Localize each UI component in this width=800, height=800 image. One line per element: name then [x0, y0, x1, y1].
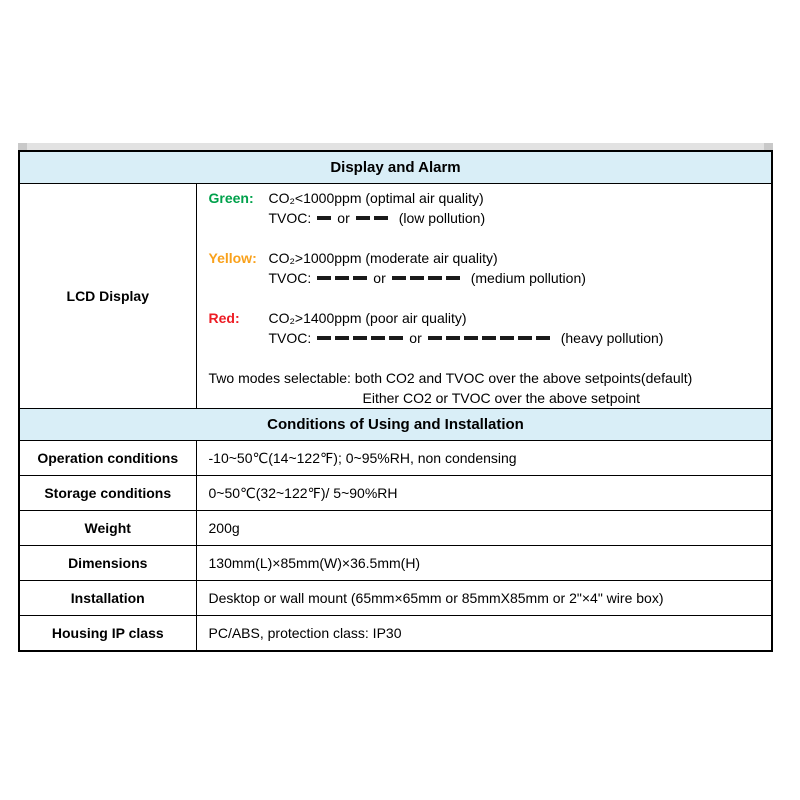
modes-line-1: Two modes selectable: both CO2 and TVOC over the above setpoints(default) [208, 370, 693, 386]
section-header-display-and-alarm: Display and Alarm [19, 151, 772, 184]
section-header-row [19, 409, 772, 441]
red-level-label: Red: [208, 310, 240, 326]
yellow-level-label: Yellow: [208, 250, 257, 266]
spec-row-value: Desktop or wall mount (65mm×65mm or 85mmX85mm or 2"×4" wire box) [196, 581, 772, 616]
spec-row-label: Housing IP class [19, 616, 196, 651]
spec-table [18, 150, 773, 652]
spec-row-installation [19, 581, 772, 616]
lcd-display-content [196, 184, 772, 409]
or-text: or [373, 270, 386, 286]
table-handle-left [18, 143, 27, 150]
tvoc-bars-low [317, 336, 403, 340]
spec-row-value: 200g [196, 511, 772, 546]
spec-row-label: Dimensions [19, 546, 196, 581]
tvoc-bars-low [317, 276, 367, 280]
section-header-row [19, 151, 772, 184]
spec-row-value: -10~50℃(14~122℉); 0~95%RH, non condensing [196, 441, 772, 476]
pollution-note: (low pollution) [398, 210, 486, 226]
green-co2-spec: CO₂<1000ppm (optimal air quality) [268, 190, 484, 206]
spec-row-value: PC/ABS, protection class: IP30 [196, 616, 772, 651]
level-block-green [209, 188, 766, 228]
tvoc-bars-high [392, 276, 460, 280]
tvoc-label: TVOC: [268, 270, 312, 286]
tvoc-bars-low [317, 216, 331, 220]
spec-row-storage-conditions [19, 476, 772, 511]
pollution-note: (medium pollution) [470, 270, 586, 286]
pollution-note: (heavy pollution) [560, 330, 664, 346]
green-level-label: Green: [208, 190, 254, 206]
tvoc-label: TVOC: [268, 330, 312, 346]
or-text: or [409, 330, 422, 346]
lcd-display-label: LCD Display [19, 184, 196, 409]
red-co2-spec: CO₂>1400ppm (poor air quality) [268, 310, 467, 326]
spec-row-label: Storage conditions [19, 476, 196, 511]
level-block-red [209, 308, 766, 348]
level-block-yellow [209, 248, 766, 288]
or-text: or [337, 210, 350, 226]
spec-row-label: Operation conditions [19, 441, 196, 476]
spec-row-label: Weight [19, 511, 196, 546]
table-handle-right [764, 143, 773, 150]
spec-row-housing-ip-class [19, 616, 772, 651]
tvoc-bars-high [428, 336, 550, 340]
table-top-bar [18, 143, 773, 150]
lcd-display-row [19, 184, 772, 409]
spec-row-label: Installation [19, 581, 196, 616]
section-header-conditions: Conditions of Using and Installation [19, 409, 772, 441]
spec-row-weight [19, 511, 772, 546]
modes-line-2: Either CO2 or TVOC over the above setpoint [362, 390, 641, 406]
modes-block [209, 368, 766, 408]
spec-row-value: 130mm(L)×85mm(W)×36.5mm(H) [196, 546, 772, 581]
yellow-co2-spec: CO₂>1000ppm (moderate air quality) [268, 250, 498, 266]
spec-row-operation-conditions [19, 441, 772, 476]
tvoc-bars-high [356, 216, 388, 220]
spec-row-value: 0~50℃(32~122℉)/ 5~90%RH [196, 476, 772, 511]
tvoc-label: TVOC: [268, 210, 312, 226]
spec-row-dimensions [19, 546, 772, 581]
